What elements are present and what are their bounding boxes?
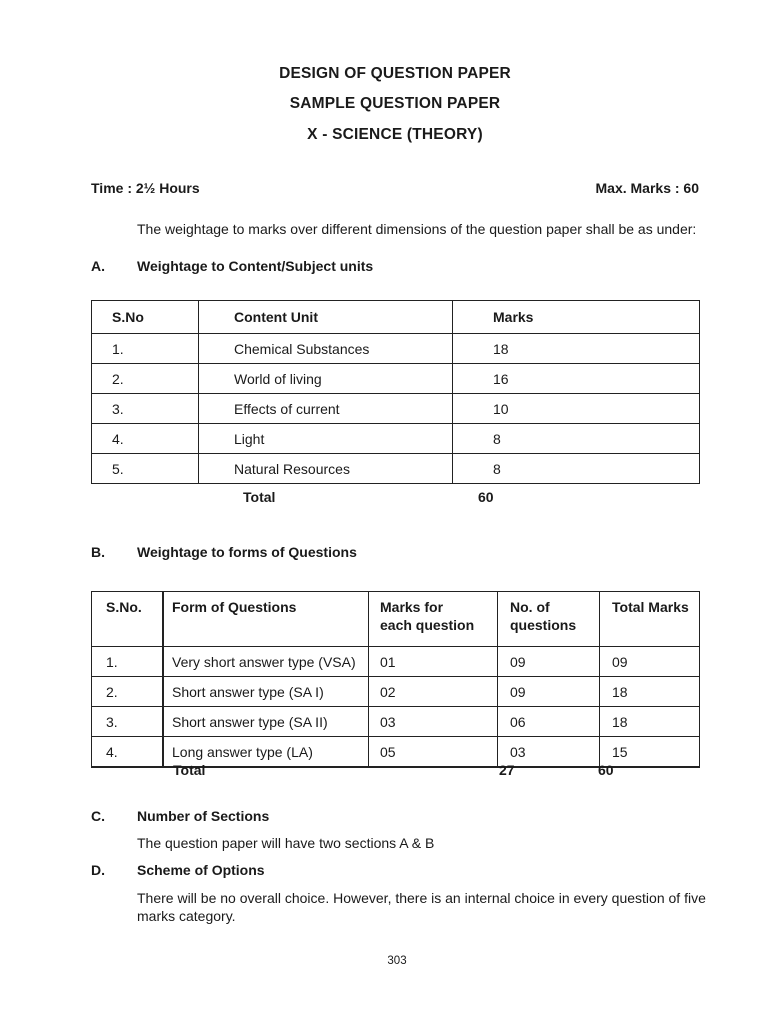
section-title: Scheme of Options bbox=[137, 862, 265, 878]
column-header-line: questions bbox=[510, 617, 577, 633]
table-row bbox=[92, 454, 700, 484]
table-cell: 8 bbox=[453, 424, 700, 454]
table-cell: 01 bbox=[369, 647, 498, 677]
table-cell: 8 bbox=[453, 454, 700, 484]
table-cell: 3. bbox=[92, 707, 164, 737]
column-header-line: Marks for bbox=[380, 599, 444, 615]
table-cell: World of living bbox=[199, 364, 453, 394]
table-cell: 18 bbox=[600, 677, 700, 707]
table-header-row bbox=[92, 592, 700, 647]
content-units-table bbox=[91, 300, 700, 484]
intro-text: The weightage to marks over different dimensions of the question paper shall be as under: bbox=[137, 221, 697, 237]
column-header: Marks bbox=[453, 301, 700, 334]
table-cell: 1. bbox=[92, 334, 199, 364]
table-cell: 3. bbox=[92, 394, 199, 424]
table-cell: 09 bbox=[498, 647, 600, 677]
table-cell: Chemical Substances bbox=[199, 334, 453, 364]
column-header: S.No bbox=[92, 301, 199, 334]
table-cell: Natural Resources bbox=[199, 454, 453, 484]
column-header-line: each question bbox=[380, 617, 475, 633]
section-letter: B. bbox=[91, 544, 105, 560]
document-subject: X - SCIENCE (THEORY) bbox=[307, 126, 483, 143]
section-title: Weightage to forms of Questions bbox=[137, 544, 357, 560]
column-header bbox=[498, 592, 600, 647]
max-marks-label: Max. Marks : 60 bbox=[595, 180, 699, 196]
table-row bbox=[92, 334, 700, 364]
time-marks-row bbox=[91, 180, 699, 196]
section-c-text: The question paper will have two sections A & B bbox=[137, 835, 435, 851]
column-header: Total Marks bbox=[600, 592, 700, 647]
column-header: S.No. bbox=[92, 592, 164, 647]
table-cell: 4. bbox=[92, 737, 164, 768]
section-d-text: There will be no overall choice. However, there is an internal choice in every question of five marks category. bbox=[137, 890, 706, 924]
table-cell: 4. bbox=[92, 424, 199, 454]
section-a-heading bbox=[91, 258, 373, 274]
table-row bbox=[92, 677, 700, 707]
table-cell: Light bbox=[199, 424, 453, 454]
table-cell: 2. bbox=[92, 677, 164, 707]
table-cell: 02 bbox=[369, 677, 498, 707]
total-label: Total bbox=[243, 489, 276, 505]
table-cell: 09 bbox=[498, 677, 600, 707]
table-row bbox=[92, 707, 700, 737]
table-row bbox=[92, 394, 700, 424]
total-label: Total bbox=[173, 762, 206, 778]
section-b-heading bbox=[91, 544, 357, 560]
column-header-line: No. of bbox=[510, 599, 550, 615]
table-cell: 5. bbox=[92, 454, 199, 484]
section-c-heading bbox=[91, 808, 269, 824]
table-cell: 03 bbox=[498, 737, 600, 768]
table-cell: Very short answer type (VSA) bbox=[163, 647, 369, 677]
document-title: DESIGN OF QUESTION PAPER bbox=[279, 65, 511, 82]
total-marks-value: 60 bbox=[598, 762, 614, 778]
table-cell: 03 bbox=[369, 707, 498, 737]
table-cell: Short answer type (SA I) bbox=[163, 677, 369, 707]
table-cell: Long answer type (LA) bbox=[163, 737, 369, 768]
table-row bbox=[92, 647, 700, 677]
table-row bbox=[92, 424, 700, 454]
table-cell: 18 bbox=[453, 334, 700, 364]
table-cell: 10 bbox=[453, 394, 700, 424]
section-letter: A. bbox=[91, 258, 105, 274]
section-title: Weightage to Content/Subject units bbox=[137, 258, 374, 274]
table-cell: 18 bbox=[600, 707, 700, 737]
question-forms-table bbox=[91, 591, 700, 768]
section-letter: C. bbox=[91, 808, 105, 824]
table-cell: 1. bbox=[92, 647, 164, 677]
column-header: Form of Questions bbox=[163, 592, 369, 647]
table-cell: 06 bbox=[498, 707, 600, 737]
section-title: Number of Sections bbox=[137, 808, 270, 824]
table-cell: 16 bbox=[453, 364, 700, 394]
column-header: Content Unit bbox=[199, 301, 453, 334]
section-d-heading bbox=[91, 862, 265, 878]
time-label: Time : 2½ Hours bbox=[91, 180, 200, 196]
table-cell: 15 bbox=[600, 737, 700, 768]
table-cell: Effects of current bbox=[199, 394, 453, 424]
document-subtitle: SAMPLE QUESTION PAPER bbox=[289, 95, 501, 112]
total-questions-value: 27 bbox=[499, 762, 515, 778]
total-marks-value: 60 bbox=[478, 489, 494, 505]
page-number: 303 bbox=[387, 955, 407, 967]
table-header-row bbox=[92, 301, 700, 334]
table-cell: 09 bbox=[600, 647, 700, 677]
section-letter: D. bbox=[91, 862, 105, 878]
column-header bbox=[369, 592, 498, 647]
table-cell: 05 bbox=[369, 737, 498, 768]
table-cell: Short answer type (SA II) bbox=[163, 707, 369, 737]
table-row bbox=[92, 364, 700, 394]
table-cell: 2. bbox=[92, 364, 199, 394]
